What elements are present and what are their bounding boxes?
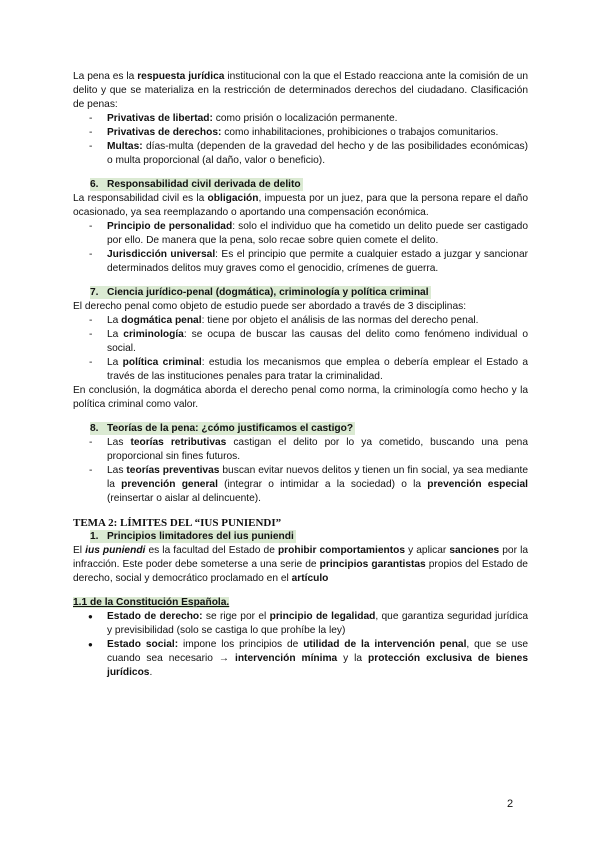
tema-2-subheading: 1.1 de la Constitución Española.	[73, 597, 230, 608]
list-item: - La dogmática penal: tiene por objeto el análisis de las normas del derecho penal.	[73, 314, 528, 328]
section-6-heading: 6. Responsabilidad civil derivada de delito	[90, 179, 301, 190]
section-6-paragraph: La responsabilidad civil es la obligación, impuesta por un juez, para que la persona repare el daño ocasionado, ya sea reemplazando o aportando una compensación económica.	[73, 193, 528, 218]
section-8-list	[73, 436, 528, 506]
section-7-heading: 7. Ciencia jurídico-penal (dogmática), criminología y política criminal	[90, 287, 429, 298]
tema-2-heading: 1. Principios limitadores del ius puniendi	[90, 531, 294, 542]
list-item: - Jurisdicción universal: Es el principio que permite a cualquier estado a juzgar y sancionar determinados delitos muy graves como el genocidio, crímenes de guerra.	[73, 248, 528, 276]
list-item: - Privativas de libertad: como prisión o localización permanente.	[73, 112, 528, 126]
tema-2-list	[73, 610, 528, 680]
penas-list	[73, 112, 528, 168]
list-item: ● Estado social: impone los principios de utilidad de la intervención penal, que se use cuando sea necesario → intervención mínima y la protección exclusiva de bienes jurídicos.	[73, 638, 528, 680]
document-page	[73, 70, 528, 680]
list-item: - La criminología: se ocupa de buscar las causas del delito como fenómeno individual o social.	[73, 328, 528, 356]
list-item: - Las teorías retributivas castigan el delito por lo ya cometido, buscando una pena proporcional sin fines futuros.	[73, 436, 528, 464]
section-8-heading: 8. Teorías de la pena: ¿cómo justificamos el castigo?	[90, 423, 354, 434]
list-item: - Las teorías preventivas buscan evitar nuevos delitos y tienen un fin social, ya sea mediante la prevención general (integrar o intimidar a la sociedad) o la prevención especial (reinsertar o aislar al delincuente).	[73, 464, 528, 506]
page-number: 2	[507, 798, 514, 810]
intro-paragraph: La pena es la respuesta jurídica institucional con la que el Estado reacciona ante la comisión de un delito y que se materializa en la restricción de determinados derechos del ciudadano. Clasificación de penas:	[73, 71, 528, 110]
list-item: - Privativas de derechos: como inhabilitaciones, prohibiciones o trabajos comunitarios.	[73, 126, 528, 140]
section-7-conclusion: En conclusión, la dogmática aborda el derecho penal como norma, la criminología como hecho y la política criminal como valor.	[73, 385, 528, 410]
list-item: ● Estado de derecho: se rige por el principio de legalidad, que garantiza seguridad jurídica y previsibilidad (solo se castiga lo que prohíbe la ley)	[73, 610, 528, 638]
section-7-list	[73, 314, 528, 384]
list-item: - Principio de personalidad: solo el individuo que ha cometido un delito puede ser castigado por ello. De manera que la pena, solo recae sobre quien comete el delito.	[73, 220, 528, 248]
section-7-intro: El derecho penal como objeto de estudio puede ser abordado a través de 3 disciplinas:	[73, 301, 467, 312]
list-item: - La política criminal: estudia los mecanismos que emplea o debería emplear el Estado a través de las instituciones penales para tratar la criminalidad.	[73, 356, 528, 384]
tema-2-paragraph: El ius puniendi es la facultad del Estado de prohibir comportamientos y aplicar sanciones por la infracción. Este poder debe someterse a una serie de principios garantistas propios del Estado de derecho, social y democrático proclamado en el artículo	[73, 545, 528, 584]
list-item: - Multas: días-multa (dependen de la gravedad del hecho y de las posibilidades económicas) o multa proporcional (al daño, valor o beneficio).	[73, 140, 528, 168]
tema-2-title: TEMA 2: LÍMITES DEL “IUS PUNIENDI”	[73, 517, 282, 529]
section-6-list	[73, 220, 528, 276]
